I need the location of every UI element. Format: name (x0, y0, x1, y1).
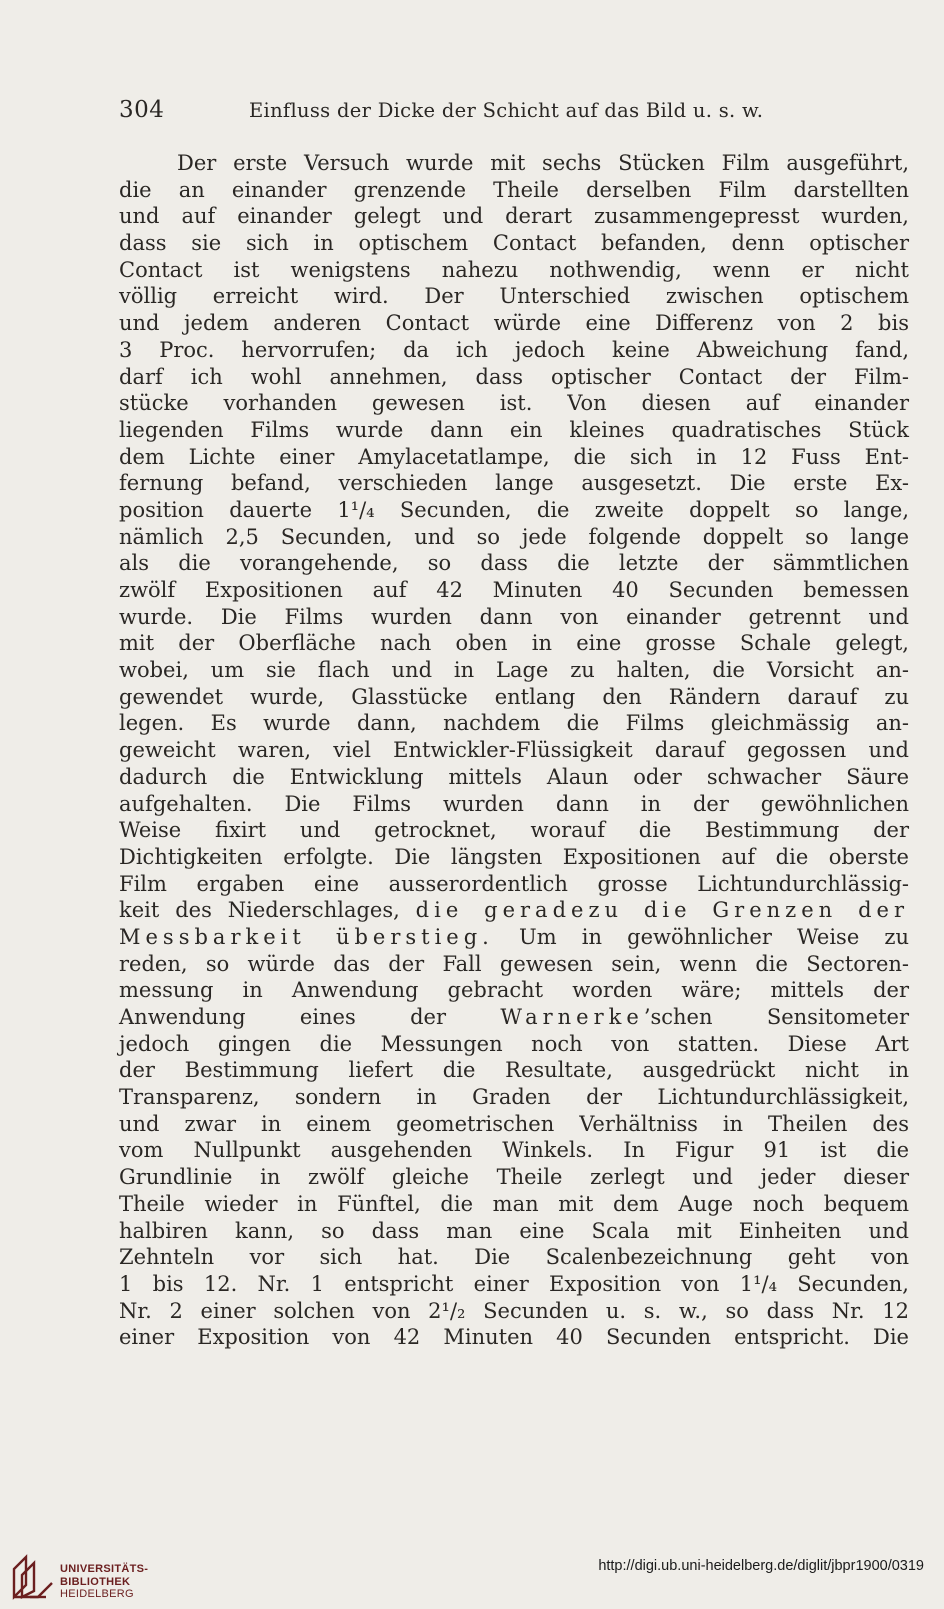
text-line: stücke vorhanden gewesen ist. Von diesen auf einander (119, 391, 909, 416)
text-run: Um in gewöhnlicher Weise zu (493, 924, 909, 949)
emphasized-text: Messbarkeit überstieg. (119, 924, 494, 949)
text-line: Dichtigkeiten erfolgte. Die längsten Expositionen auf die oberste (119, 844, 909, 869)
text-run: keit des Niederschlages, (119, 898, 416, 923)
text-line (119, 897, 909, 924)
text-run: Anwendung eines der (119, 1005, 501, 1029)
text-line: die an einander grenzende Theile derselben Film darstellten (119, 177, 909, 202)
text-line: dem Lichte einer Amylacetatlampe, die sich in 12 Fuss Ent- (119, 444, 909, 469)
text-line: vom Nullpunkt ausgehenden Winkels. In Figur 91 ist die (119, 1138, 909, 1163)
text-line: 3 Proc. hervorrufen; da ich jedoch keine Abweichung fand, (119, 337, 909, 362)
running-head: Einfluss der Dicke der Schicht auf das Bild u. s. w. (249, 99, 764, 122)
text-line: Film ergaben eine ausserordentlich grosse Lichtundurchlässig- (119, 871, 909, 896)
library-logo-text (60, 1563, 148, 1601)
text-line: halbiren kann, so dass man eine Scala mit Einheiten und (119, 1218, 909, 1243)
text-line: Grundlinie in zwölf gleiche Theile zerlegt und jeder dieser (119, 1165, 909, 1190)
library-logo-icon (10, 1553, 56, 1601)
text-line: und auf einander gelegt und derart zusammengepresst wurden, (119, 204, 909, 229)
text-line: der Bestimmung liefert die Resultate, ausgedrückt nicht in (119, 1058, 909, 1083)
text-line (119, 924, 909, 951)
logo-line: HEIDELBERG (60, 1588, 134, 1600)
text-line: Nr. 2 einer solchen von 2¹/₂ Secunden u. s. w., so dass Nr. 12 (119, 1298, 909, 1323)
emphasized-name: Warnerke (500, 1005, 644, 1029)
text-line: aufgehalten. Die Films wurden dann in der gewöhnlichen (119, 791, 909, 816)
body-text (119, 150, 909, 1351)
text-line: legen. Es wurde dann, nachdem die Films gleichmässig an- (119, 711, 909, 736)
text-line: jedoch gingen die Messungen noch von statten. Diese Art (119, 1031, 909, 1056)
emphasized-text: die geradezu die Grenzen der (415, 898, 909, 923)
text-line: völlig erreicht wird. Der Unterschied zwischen optischem (119, 284, 909, 309)
page-number: 304 (119, 97, 165, 123)
text-line: Contact ist wenigstens nahezu nothwendig, wenn er nicht (119, 257, 909, 282)
logo-line: UNIVERSITÄTS- (60, 1563, 149, 1575)
text-line: wobei, um sie flach und in Lage zu halten, die Vorsicht an- (119, 658, 909, 683)
text-line: liegenden Films wurde dann ein kleines quadratisches Stück (119, 417, 909, 442)
text-line: und jedem anderen Contact würde eine Differenz von 2 bis (119, 311, 909, 336)
text-line: zwölf Expositionen auf 42 Minuten 40 Secunden bemessen (119, 578, 909, 602)
text-line: wurde. Die Films wurden dann von einander getrennt und (119, 604, 909, 629)
text-line: Transparenz, sondern in Graden der Lichtundurchlässigkeit, (119, 1085, 909, 1110)
text-line: nämlich 2,5 Secunden, und so jede folgende doppelt so lange (119, 524, 909, 549)
text-line: Theile wieder in Fünftel, die man mit dem Auge noch bequem (119, 1191, 909, 1216)
text-line (119, 1004, 909, 1031)
text-line: dadurch die Entwicklung mittels Alaun oder schwacher Säure (119, 764, 909, 789)
logo-line: BIBLIOTHEK (60, 1575, 131, 1588)
text-run: ’schen Sensitometer (643, 1005, 909, 1029)
text-line: darf ich wohl annehmen, dass optischer Contact der Film- (119, 364, 909, 389)
text-line: mit der Oberfläche nach oben in eine grosse Schale gelegt, (119, 631, 909, 656)
text-line: position dauerte 1¹/₄ Secunden, die zweite doppelt so lange, (119, 497, 909, 522)
text-line: Weise fixirt und getrocknet, worauf die Bestimmung der (119, 818, 909, 843)
text-line: und zwar in einem geometrischen Verhältniss in Theilen des (119, 1111, 909, 1136)
text-line: dass sie sich in optischem Contact befanden, denn optischer (119, 231, 909, 256)
source-url-link[interactable]: http://digi.ub.uni-heidelberg.de/diglit/jbpr1900/0319 (598, 1558, 924, 1574)
text-line: gewendet wurde, Glasstücke entlang den Rändern darauf zu (119, 684, 909, 709)
text-line: Der erste Versuch wurde mit sechs Stücken Film ausgeführt, (177, 151, 909, 175)
text-line: als die vorangehende, so dass die letzte der sämmtlichen (119, 551, 909, 576)
text-line: einer Exposition von 42 Minuten 40 Secunden entspricht. Die (119, 1325, 909, 1350)
text-line: 1 bis 12. Nr. 1 entspricht einer Exposition von 1¹/₄ Secunden, (119, 1271, 909, 1296)
text-line: fernung befand, verschieden lange ausgesetzt. Die erste Ex- (119, 471, 909, 496)
page-header (119, 97, 909, 127)
text-line: geweicht waren, viel Entwickler-Flüssigkeit darauf gegossen und (119, 738, 909, 763)
footer (0, 1545, 944, 1609)
text-line: reden, so würde das der Fall gewesen sein, wenn die Sectoren- (119, 951, 909, 976)
text-line: Zehnteln vor sich hat. Die Scalenbezeichnung geht von (119, 1245, 909, 1270)
text-line: messung in Anwendung gebracht worden wäre; mittels der (119, 978, 909, 1003)
